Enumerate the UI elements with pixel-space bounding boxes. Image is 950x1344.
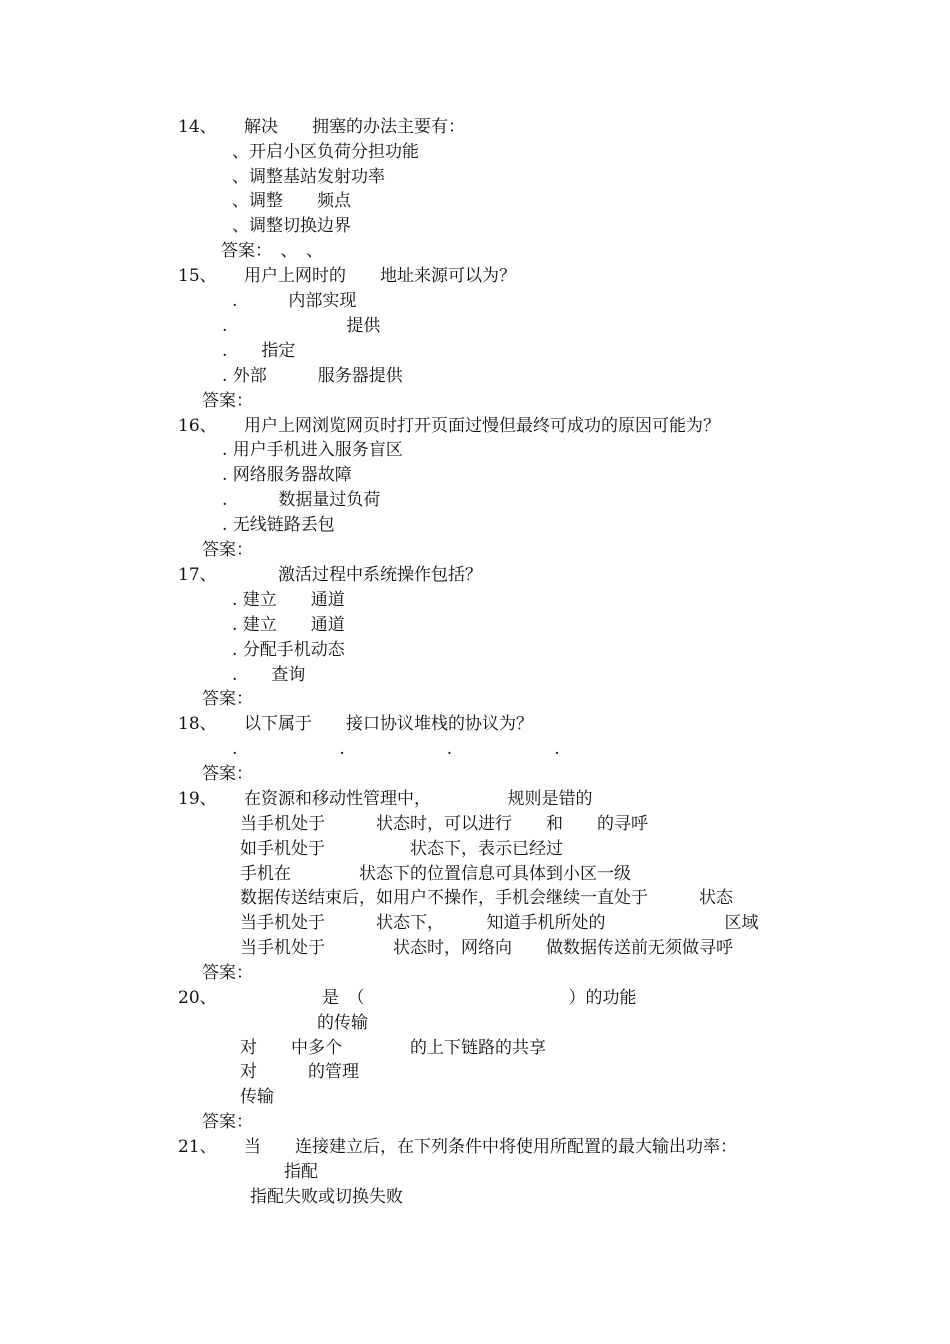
option-line: . . . . xyxy=(232,739,560,759)
answer-line: 答案： xyxy=(202,391,253,411)
answer-line: 答案： 、 、 xyxy=(221,241,323,261)
question-stem: 用户上网时的 地址来源可以为？ xyxy=(244,266,516,286)
question-stem: 在资源和移动性管理中， 规则是错的 xyxy=(244,789,593,809)
option-line: 指配失败或切换失败 xyxy=(250,1187,403,1207)
option-line: . 用户手机进入服务盲区 xyxy=(222,440,403,460)
option-line: . 分配手机动态 xyxy=(232,640,345,660)
answer-line: 答案： xyxy=(202,1112,253,1132)
answer-line: 答案： xyxy=(202,540,253,560)
option-line: 、调整 频点 xyxy=(232,191,351,211)
question-number: 20、 xyxy=(178,988,217,1008)
question-stem: 当 连接建立后，在下列条件中将使用所配置的最大输出功率： xyxy=(244,1137,737,1157)
question-number: 17、 xyxy=(178,565,217,585)
option-line: 对 的管理 xyxy=(240,1062,359,1082)
option-line: . 无线链路丢包 xyxy=(222,515,335,535)
option-line: . 建立 通道 xyxy=(232,615,345,635)
question-stem: 激活过程中系统操作包括？ xyxy=(278,565,482,585)
option-line: . 提供 xyxy=(222,316,381,336)
question-stem: 用户上网浏览网页时打开页面过慢但最终可成功的原因可能为？ xyxy=(244,416,720,436)
question-stem: 是 （ ）的功能 xyxy=(322,988,637,1008)
option-line: 当手机处于 状态下， 知道手机所处的 区域 xyxy=(240,913,759,933)
option-line: . 外部 服务器提供 xyxy=(222,366,403,386)
answer-line: 答案： xyxy=(202,689,253,709)
question-stem: 解决 拥塞的办法主要有： xyxy=(244,117,465,137)
option-line: 数据传送结束后，如用户不操作，手机会继续一直处于 状态 xyxy=(240,888,733,908)
option-line: . 指定 xyxy=(222,341,296,361)
option-line: . 查询 xyxy=(232,665,306,685)
question-number: 18、 xyxy=(178,714,217,734)
option-line: 手机在 状态下的位置信息可具体到小区一级 xyxy=(240,864,631,884)
question-number: 16、 xyxy=(178,416,217,436)
option-line: 当手机处于 状态时，可以进行 和 的寻呼 xyxy=(240,814,648,834)
option-line: 的传输 xyxy=(317,1013,368,1033)
question-stem: 以下属于 接口协议堆栈的协议为？ xyxy=(244,714,533,734)
option-line: 、开启小区负荷分担功能 xyxy=(232,142,419,162)
question-number: 15、 xyxy=(178,266,217,286)
option-line: . 内部实现 xyxy=(232,291,357,311)
option-line: 当手机处于 状态时，网络向 做数据传送前无须做寻呼 xyxy=(240,938,733,958)
question-number: 14、 xyxy=(178,117,217,137)
option-line: 对 中多个 的上下链路的共享 xyxy=(240,1038,546,1058)
option-line: 传输 xyxy=(240,1087,274,1107)
option-line: . 数据量过负荷 xyxy=(222,490,381,510)
option-line: 、调整切换边界 xyxy=(232,216,351,236)
question-number: 19、 xyxy=(178,789,217,809)
option-line: 如手机处于 状态下，表示已经过 xyxy=(240,839,563,859)
option-line: 指配 xyxy=(284,1162,318,1182)
answer-line: 答案： xyxy=(202,764,253,784)
option-line: . 网络服务器故障 xyxy=(222,465,352,485)
question-number: 21、 xyxy=(178,1137,217,1157)
answer-line: 答案： xyxy=(202,963,253,983)
option-line: 、调整基站发射功率 xyxy=(232,167,385,187)
option-line: . 建立 通道 xyxy=(232,590,345,610)
